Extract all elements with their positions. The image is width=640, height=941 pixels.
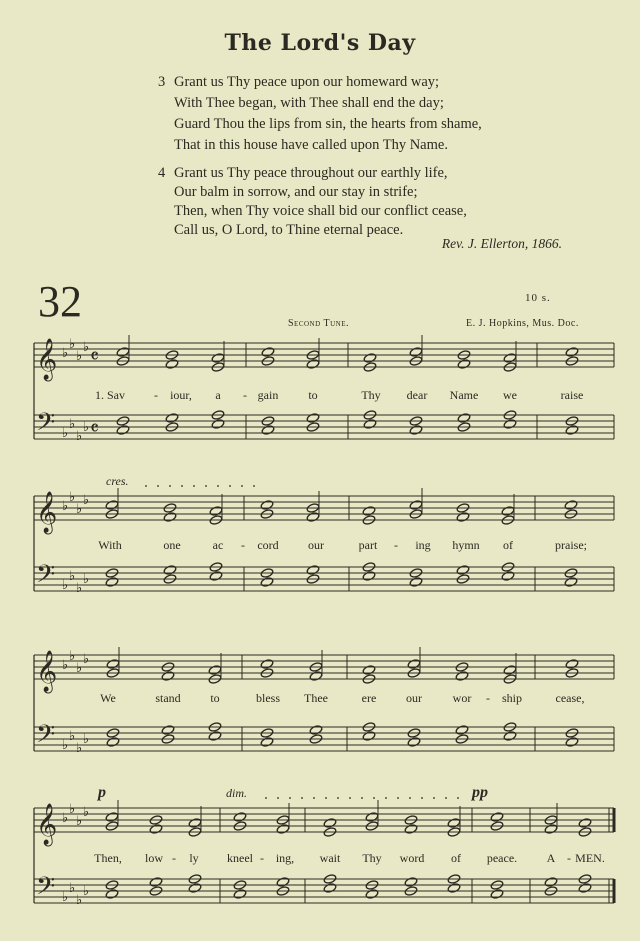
dynamic-dot <box>313 797 315 799</box>
dynamic-dot <box>157 485 159 487</box>
dynamic-marking: dim. <box>226 786 247 800</box>
author-credit: Rev. J. Ellerton, 1866. <box>441 236 562 251</box>
note-head <box>404 824 418 835</box>
lyric-syllable: raise <box>560 388 584 402</box>
flat-icon: ♭ <box>83 652 90 667</box>
note-head <box>106 737 120 748</box>
stanza-line: Then, when Thy voice shall bid our conflict cease, <box>174 203 467 219</box>
bass-clef-icon: 𝄢 <box>36 408 56 443</box>
note-head <box>490 812 504 823</box>
lyric-syllable: of <box>503 538 513 552</box>
note-head <box>407 737 421 748</box>
note-head <box>260 577 274 588</box>
note-head <box>161 671 175 682</box>
hymn-number: 32 <box>38 277 82 326</box>
dynamic-dot <box>397 797 399 799</box>
dynamic-dot <box>409 797 411 799</box>
lyric-syllable: praise; <box>555 538 587 552</box>
treble-clef-icon: 𝄞 <box>36 651 58 692</box>
lyric-syllable: ere <box>361 691 377 705</box>
stanza-line: Guard Thou the lips from sin, the hearts from shame, <box>174 116 482 132</box>
stanza-line: Grant us Thy peace throughout our earthly life, <box>174 165 448 181</box>
dynamic-dot <box>349 797 351 799</box>
dynamic-dot <box>373 797 375 799</box>
lyric-syllable: gain <box>257 388 279 402</box>
note-head <box>306 359 320 370</box>
flat-icon: ♭ <box>76 661 83 676</box>
note-head <box>409 500 423 511</box>
lyric-syllable: Name <box>449 388 479 402</box>
note-head <box>455 671 469 682</box>
meter: 10 s. <box>525 292 551 304</box>
lyric-syllable: hymn <box>452 538 480 552</box>
note-head <box>105 577 119 588</box>
note-head <box>165 359 179 370</box>
flat-icon: ♭ <box>76 893 83 908</box>
flat-icon: ♭ <box>83 420 90 435</box>
note-head <box>306 565 320 576</box>
flat-icon: ♭ <box>62 346 69 361</box>
note-head <box>165 413 179 424</box>
flat-icon: ♭ <box>76 502 83 517</box>
lyric-syllable: We <box>100 691 116 705</box>
lyric-syllable: cease, <box>555 691 585 705</box>
lyric-syllable: wor <box>452 691 472 705</box>
flat-icon: ♭ <box>69 490 76 505</box>
flat-icon: ♭ <box>62 738 69 753</box>
lyric-syllable: part <box>358 538 378 552</box>
flat-icon: ♭ <box>76 581 83 596</box>
flat-icon: ♭ <box>83 572 90 587</box>
dynamic-dot <box>445 797 447 799</box>
treble-clef-icon: 𝄞 <box>36 804 58 845</box>
common-time-icon: 𝄴 <box>90 344 99 368</box>
note-head <box>260 500 274 511</box>
common-time-icon: 𝄴 <box>90 416 99 440</box>
note-head <box>409 425 423 436</box>
dynamic-dot <box>241 485 243 487</box>
note-head <box>409 347 423 358</box>
note-head <box>323 883 337 894</box>
note-head <box>233 889 247 900</box>
bass-clef-icon: 𝄢 <box>36 560 56 595</box>
note-head <box>404 877 418 888</box>
dynamic-dot <box>193 485 195 487</box>
note-head <box>209 571 223 582</box>
dynamic-marking: pp <box>472 784 488 801</box>
lyric-syllable: bless <box>256 691 280 705</box>
lyric-syllable: low <box>145 851 163 865</box>
note-head <box>365 812 379 823</box>
note-head <box>323 818 337 829</box>
dynamic-marking: p <box>98 784 106 801</box>
flat-icon: ♭ <box>62 890 69 905</box>
flat-icon: ♭ <box>62 811 69 826</box>
flat-icon: ♭ <box>62 658 69 673</box>
lyric-syllable: wait <box>319 851 341 865</box>
lyric-syllable: - <box>567 851 571 865</box>
note-head <box>564 577 578 588</box>
note-head <box>447 883 461 894</box>
flat-icon: ♭ <box>62 578 69 593</box>
note-head <box>503 731 517 742</box>
note-head <box>455 725 469 736</box>
dynamic-dot <box>217 485 219 487</box>
note-head <box>501 506 515 517</box>
stanza-number: 3 <box>158 74 166 90</box>
dynamic-dot <box>265 797 267 799</box>
note-head <box>276 877 290 888</box>
note-head <box>188 883 202 894</box>
lyric-syllable: - <box>241 538 245 552</box>
flat-icon: ♭ <box>69 337 76 352</box>
lyric-syllable: - <box>172 851 176 865</box>
note-head <box>503 353 517 364</box>
note-head <box>544 824 558 835</box>
note-head <box>105 889 119 900</box>
lyric-syllable: our <box>308 538 324 552</box>
note-head <box>457 359 471 370</box>
dynamic-dot <box>169 485 171 487</box>
note-head <box>456 565 470 576</box>
note-head <box>362 731 376 742</box>
stanza-line: Our balm in sorrow, and our stay in strife; <box>174 184 418 200</box>
lyric-syllable: Thy <box>362 851 382 865</box>
tune-name: Second Tune. <box>288 318 349 329</box>
flat-icon: ♭ <box>83 884 90 899</box>
note-head <box>260 659 274 670</box>
note-head <box>456 512 470 523</box>
note-head <box>188 818 202 829</box>
dynamic-dot <box>181 485 183 487</box>
lyric-syllable: iour, <box>170 388 192 402</box>
note-head <box>490 889 504 900</box>
lyric-syllable: word <box>399 851 425 865</box>
dynamic-dot <box>205 485 207 487</box>
dynamic-dot <box>433 797 435 799</box>
lyric-syllable: of <box>451 851 461 865</box>
lyric-syllable: to <box>210 691 220 705</box>
lyric-syllable: we <box>503 388 517 402</box>
lyric-syllable: MEN. <box>575 851 605 865</box>
note-head <box>211 353 225 364</box>
dynamic-dot <box>145 485 147 487</box>
flat-icon: ♭ <box>69 417 76 432</box>
flat-icon: ♭ <box>76 814 83 829</box>
note-head <box>544 877 558 888</box>
dynamic-dot <box>289 797 291 799</box>
note-head <box>261 425 275 436</box>
lyric-syllable: ing, <box>275 851 295 865</box>
flat-icon: ♭ <box>76 349 83 364</box>
lyric-syllable: Then, <box>94 851 122 865</box>
stanza-number: 4 <box>158 165 166 181</box>
flat-icon: ♭ <box>76 429 83 444</box>
lyric-syllable: ing <box>415 538 431 552</box>
lyric-syllable: to <box>308 388 318 402</box>
flat-icon: ♭ <box>69 729 76 744</box>
note-head <box>503 419 517 430</box>
lyric-syllable: With <box>98 538 122 552</box>
note-head <box>578 883 592 894</box>
note-head <box>106 659 120 670</box>
note-head <box>211 419 225 430</box>
note-head <box>407 659 421 670</box>
stanza-line: With Thee began, with Thee shall end the day; <box>174 95 444 111</box>
lyric-syllable: dear <box>406 388 428 402</box>
note-head <box>565 737 579 748</box>
note-head <box>233 812 247 823</box>
note-head <box>362 665 376 676</box>
note-head <box>564 500 578 511</box>
note-head <box>208 731 222 742</box>
note-head <box>163 565 177 576</box>
bass-clef-icon: 𝄢 <box>36 872 56 907</box>
note-head <box>116 425 130 436</box>
note-head <box>503 665 517 676</box>
note-head <box>306 413 320 424</box>
flat-icon: ♭ <box>69 881 76 896</box>
note-head <box>447 818 461 829</box>
dynamic-dot <box>229 485 231 487</box>
note-head <box>105 812 119 823</box>
lyric-syllable: - <box>486 691 490 705</box>
flat-icon: ♭ <box>83 805 90 820</box>
lyric-syllable: - <box>154 388 158 402</box>
dynamic-dot <box>457 797 459 799</box>
dynamic-dot <box>337 797 339 799</box>
lyric-syllable: ly <box>189 851 199 865</box>
page-title: The Lord's Day <box>224 30 416 56</box>
dynamic-dot <box>385 797 387 799</box>
lyric-syllable: stand <box>155 691 181 705</box>
dynamic-dot <box>325 797 327 799</box>
note-head <box>309 725 323 736</box>
note-head <box>565 425 579 436</box>
note-head <box>276 824 290 835</box>
bass-clef-icon: 𝄢 <box>36 720 56 755</box>
dynamic-dot <box>301 797 303 799</box>
note-head <box>578 818 592 829</box>
dynamic-marking: cres. <box>106 474 129 488</box>
lyric-syllable: A <box>546 851 556 865</box>
dynamic-dot <box>361 797 363 799</box>
note-head <box>116 347 130 358</box>
flat-icon: ♭ <box>69 802 76 817</box>
note-head <box>306 512 320 523</box>
lyric-syllable: Thy <box>361 388 381 402</box>
note-head <box>363 419 377 430</box>
note-head <box>565 347 579 358</box>
flat-icon: ♭ <box>83 732 90 747</box>
lyric-syllable: ac <box>212 538 224 552</box>
flat-icon: ♭ <box>83 493 90 508</box>
lyric-syllable: our <box>406 691 422 705</box>
stanza-line: Call us, O Lord, to Thine eternal peace. <box>174 222 404 238</box>
note-head <box>309 671 323 682</box>
flat-icon: ♭ <box>83 340 90 355</box>
dynamic-dot <box>253 485 255 487</box>
note-head <box>362 506 376 517</box>
note-head <box>163 512 177 523</box>
note-head <box>149 824 163 835</box>
note-head <box>149 877 163 888</box>
flat-icon: ♭ <box>69 569 76 584</box>
lyric-syllable: peace. <box>486 851 518 865</box>
note-head <box>362 571 376 582</box>
note-head <box>457 413 471 424</box>
note-head <box>161 725 175 736</box>
stanza-line: Grant us Thy peace upon our homeward way; <box>174 74 440 90</box>
note-head <box>363 353 377 364</box>
note-head <box>209 506 223 517</box>
lyric-syllable: one <box>163 538 181 552</box>
dynamic-dot <box>421 797 423 799</box>
note-head <box>105 500 119 511</box>
flat-icon: ♭ <box>62 426 69 441</box>
note-head <box>565 659 579 670</box>
note-head <box>261 347 275 358</box>
stanza-line: That in this house have called upon Thy Name. <box>174 137 448 153</box>
lyric-syllable: Thee <box>304 691 328 705</box>
lyric-syllable: ship <box>501 691 523 705</box>
note-head <box>260 737 274 748</box>
flat-icon: ♭ <box>76 741 83 756</box>
lyric-syllable: kneel <box>227 851 253 865</box>
treble-clef-icon: 𝄞 <box>36 492 58 533</box>
lyric-syllable: - <box>243 388 247 402</box>
lyric-syllable: cord <box>257 538 279 552</box>
composer: E. J. Hopkins, Mus. Doc. <box>466 318 579 329</box>
flat-icon: ♭ <box>69 649 76 664</box>
flat-icon: ♭ <box>62 499 69 514</box>
note-head <box>365 889 379 900</box>
treble-clef-icon: 𝄞 <box>36 339 58 380</box>
dynamic-dot <box>277 797 279 799</box>
lyric-syllable: - <box>260 851 264 865</box>
lyric-syllable: - <box>394 538 398 552</box>
note-head <box>501 571 515 582</box>
lyric-syllable: a <box>215 388 221 402</box>
lyric-syllable: 1. Sav <box>95 388 125 402</box>
note-head <box>208 665 222 676</box>
note-head <box>409 577 423 588</box>
